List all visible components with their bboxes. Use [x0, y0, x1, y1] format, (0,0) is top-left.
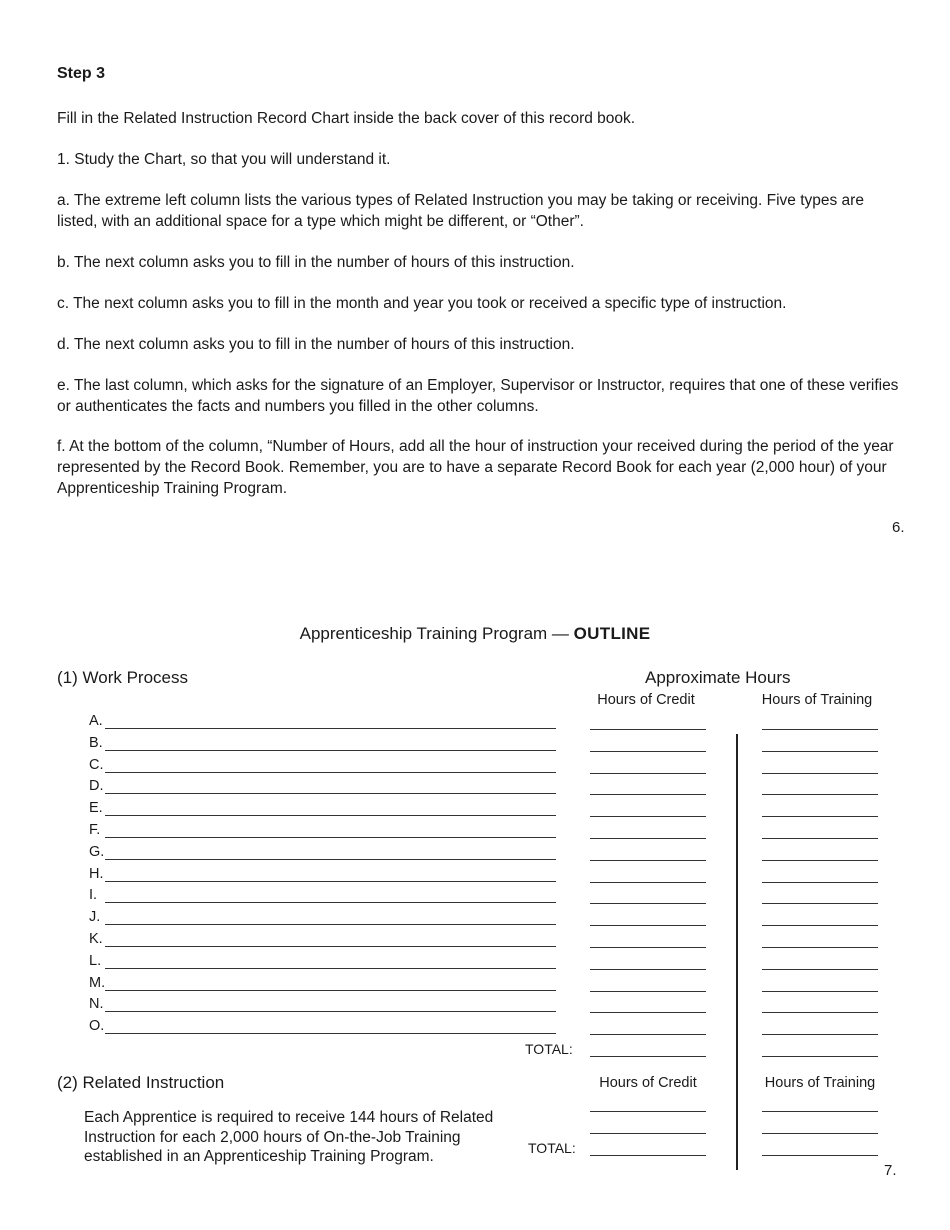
work-process-entry-line[interactable]: [105, 750, 556, 751]
work-process-entry-line[interactable]: [105, 859, 556, 860]
work-process-row-label: C.: [89, 756, 104, 773]
hours-training-line[interactable]: [762, 1012, 878, 1013]
ri-hours-of-training-header: Hours of Training: [764, 1075, 876, 1091]
page-number: 7.: [884, 1162, 897, 1179]
ri-total-label: TOTAL:: [528, 1140, 576, 1156]
work-process-entry-line[interactable]: [105, 881, 556, 882]
work-process-row-label: F.: [89, 822, 101, 838]
work-process-entry-line[interactable]: [105, 924, 556, 925]
work-process-entry-line[interactable]: [105, 946, 556, 947]
hours-training-line[interactable]: [762, 991, 878, 992]
hours-credit-line[interactable]: [590, 903, 706, 904]
total-label: TOTAL:: [525, 1041, 573, 1057]
hours-credit-line[interactable]: [590, 1012, 706, 1013]
ri-credit-line[interactable]: [590, 1111, 706, 1112]
hours-training-line[interactable]: [762, 925, 878, 926]
instruction-paragraph: 1. Study the Chart, so that you will understand it.: [57, 151, 391, 168]
ri-credit-line[interactable]: [590, 1133, 706, 1134]
ri-training-line[interactable]: [762, 1133, 878, 1134]
work-process-row-label: A.: [89, 713, 103, 729]
work-process-entry-line[interactable]: [105, 902, 556, 903]
instruction-paragraph: c. The next column asks you to fill in the month and year you took or received a specific type of instruction.: [57, 295, 787, 312]
step-heading: Step 3: [57, 65, 106, 82]
work-process-row-label: L.: [89, 952, 102, 969]
hours-credit-line[interactable]: [590, 969, 706, 970]
hours-training-line[interactable]: [762, 969, 878, 970]
hours-training-line[interactable]: [762, 860, 878, 861]
hours-training-line[interactable]: [762, 751, 878, 752]
hours-credit-line[interactable]: [590, 1034, 706, 1035]
instruction-paragraph: e. The last column, which asks for the signature of an Employer, Supervisor or Instructor, requires that one of these verifies or authenticates the facts and numbers you filled in the other columns.: [57, 377, 899, 415]
ri-total-training-line[interactable]: [762, 1155, 878, 1156]
hours-credit-line[interactable]: [590, 838, 706, 839]
hours-training-line[interactable]: [762, 903, 878, 904]
work-process-row-label: G.: [89, 843, 105, 860]
hours-training-line[interactable]: [762, 882, 878, 883]
instruction-paragraph: a. The extreme left column lists the various types of Related Instruction you may be taking or receiving. Five types are listed, with an additional space for a type which might be different, or “Other”.: [57, 192, 864, 230]
work-process-entry-line[interactable]: [105, 772, 556, 773]
ri-hours-of-credit-header: Hours of Credit: [599, 1075, 697, 1091]
related-instruction-heading: (2) Related Instruction: [57, 1073, 225, 1092]
hours-training-line[interactable]: [762, 729, 878, 730]
work-process-entry-line[interactable]: [105, 1011, 556, 1012]
hours-credit-line[interactable]: [590, 751, 706, 752]
hours-credit-line[interactable]: [590, 925, 706, 926]
hours-credit-line[interactable]: [590, 729, 706, 730]
work-process-row-label: M.: [89, 974, 106, 991]
hours-credit-line[interactable]: [590, 794, 706, 795]
hours-training-line[interactable]: [762, 816, 878, 817]
page-number: 6.: [892, 519, 905, 536]
work-process-entry-line[interactable]: [105, 990, 556, 991]
hours-training-line[interactable]: [762, 947, 878, 948]
hours-credit-line[interactable]: [590, 816, 706, 817]
hours-training-line[interactable]: [762, 773, 878, 774]
hours-credit-line[interactable]: [590, 860, 706, 861]
instruction-paragraph: b. The next column asks you to fill in the number of hours of this instruction.: [57, 254, 575, 271]
hours-credit-line[interactable]: [590, 773, 706, 774]
ri-training-line[interactable]: [762, 1111, 878, 1112]
approximate-hours-heading: Approximate Hours: [645, 668, 791, 687]
work-process-entry-line[interactable]: [105, 728, 556, 729]
work-process-row-label: O.: [89, 1018, 105, 1035]
work-process-row-label: E.: [89, 800, 103, 817]
hours-credit-line[interactable]: [590, 947, 706, 948]
outline-title-prefix: Apprenticeship Training Program —: [299, 624, 574, 643]
hours-training-line[interactable]: [762, 1034, 878, 1035]
total-credit-line[interactable]: [590, 1056, 706, 1057]
instruction-paragraph: f. At the bottom of the column, “Number of Hours, add all the hour of instruction your received during the period of the year represented by the Record Book. Remember, you are to have a separate Record Book for each year (2,000 hour) of your Apprenticeship Training Program.: [57, 438, 894, 497]
work-process-row-label: D.: [89, 778, 104, 795]
hours-credit-line[interactable]: [590, 991, 706, 992]
work-process-row-label: H.: [89, 865, 104, 882]
outline-title-bold: OUTLINE: [573, 624, 651, 643]
work-process-entry-line[interactable]: [105, 968, 556, 969]
hours-training-line[interactable]: [762, 794, 878, 795]
work-process-row-label: N.: [89, 996, 104, 1013]
instruction-paragraph: d. The next column asks you to fill in the number of hours of this instruction.: [57, 336, 575, 353]
hours-of-credit-header: Hours of Credit: [597, 692, 695, 708]
ri-total-credit-line[interactable]: [590, 1155, 706, 1156]
related-instruction-text: Each Apprentice is required to receive 144 hours of Related Instruction for each 2,000 hours of On-the-Job Training established in an Apprenticeship Training Program.: [84, 1109, 494, 1165]
work-process-row-label: K.: [89, 931, 103, 947]
hours-of-training-header: Hours of Training: [761, 692, 873, 708]
work-process-entry-line[interactable]: [105, 837, 556, 838]
instruction-paragraph: Fill in the Related Instruction Record Chart inside the back cover of this record book.: [57, 110, 636, 127]
outline-title: [0, 624, 950, 644]
work-process-row-label: B.: [89, 734, 103, 751]
work-process-row-label: J.: [89, 909, 101, 926]
work-process-entry-line[interactable]: [105, 1033, 556, 1034]
work-process-entry-line[interactable]: [105, 815, 556, 816]
column-divider: [736, 734, 738, 1170]
hours-training-line[interactable]: [762, 838, 878, 839]
hours-credit-line[interactable]: [590, 882, 706, 883]
work-process-heading: (1) Work Process: [57, 668, 188, 687]
total-training-line[interactable]: [762, 1056, 878, 1057]
work-process-row-label: I.: [89, 887, 98, 904]
work-process-entry-line[interactable]: [105, 793, 556, 794]
